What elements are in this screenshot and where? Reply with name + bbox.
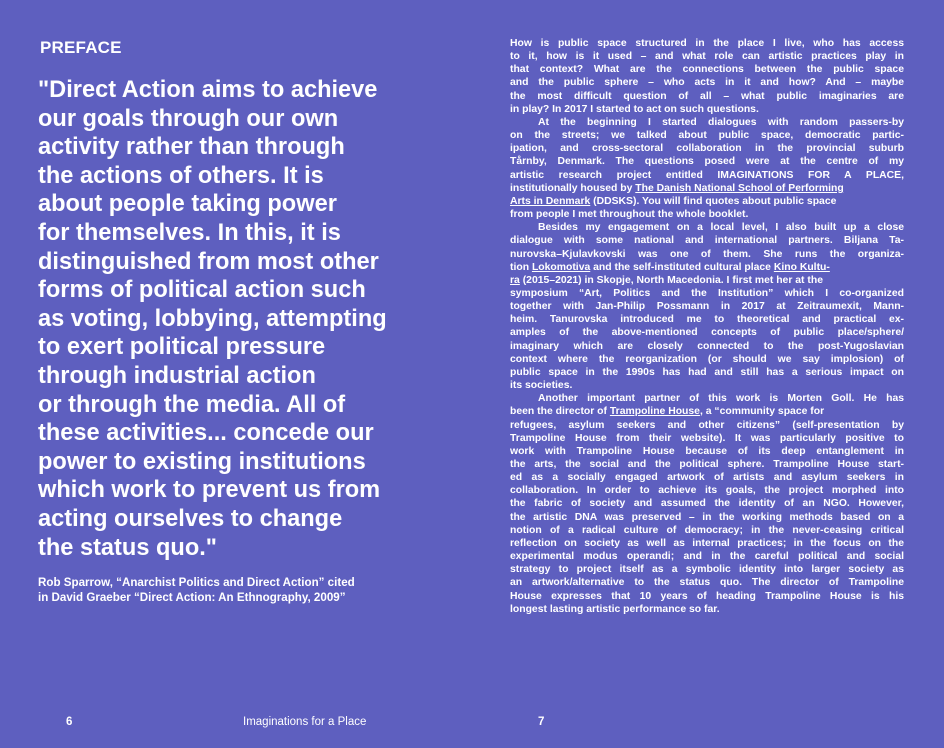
ddsks-link[interactable]: The Danish National School of Performing xyxy=(635,182,844,194)
preface-body xyxy=(510,37,904,616)
body-text-fragment: (DDSKS). You will find quotes about public space xyxy=(590,195,837,207)
trampoline-house-link[interactable]: Trampoline House xyxy=(609,406,700,418)
body-line: reflection on society as well as internal practices; in the focus on the xyxy=(510,537,904,549)
body-line: strategy to project itself as a symbolic identity into larger society as xyxy=(510,564,904,576)
quote-line: forms of political action such xyxy=(38,277,366,304)
quote-line: power to existing institutions xyxy=(38,448,366,475)
body-line: Another important partner of this work is Morten Goll. He has xyxy=(538,393,904,405)
body-line: amples of the above-mentioned concepts of public place/sphere/ xyxy=(510,327,904,339)
body-line: work with Trampoline House because of its deep entanglement in xyxy=(510,445,904,457)
ddsks-link-continued[interactable]: Arts in Denmark xyxy=(510,195,591,207)
body-line: collaboration. In order to achieve its goals, the project morphed into xyxy=(510,485,904,497)
quote-line: acting ourselves to change xyxy=(38,505,343,532)
citation-line: in David Graeber “Direct Action: An Ethnography, 2009” xyxy=(38,590,346,604)
body-line: notion of a radical culture of democracy; in the never-ceasing critical xyxy=(510,524,904,536)
body-line: nurovska–Kjulavkovski was one of them. She runs the organiza- xyxy=(510,248,904,260)
body-line: to it, how is it used – and what role can artistic practices play in xyxy=(510,51,904,63)
body-text-fragment: (2015–2021) in Skopje, North Macedonia. I first met her at the xyxy=(519,274,823,286)
body-line: that context? What are the connections between the public space xyxy=(510,64,904,76)
quote-citation xyxy=(38,576,458,605)
body-line: ed as a socially engaged artwork of artists and asylum seekers in xyxy=(510,472,904,484)
quote-line: as voting, lobbying, attempting xyxy=(38,305,387,332)
quote-line: through industrial action xyxy=(38,362,316,389)
quote-line: or through the media. All of xyxy=(38,391,346,418)
body-line: heim. Tanurovska introduced me to theoretical and practical ex- xyxy=(510,314,904,326)
quote-line: our goals through our own xyxy=(38,105,339,132)
body-line: in play? In 2017 I started to act on such questions. xyxy=(510,103,759,115)
citation-line: Rob Sparrow, “Anarchist Politics and Direct Action” cited xyxy=(38,576,355,589)
body-line: the artistic DNA was preserved – in the working methods based on a xyxy=(510,511,904,523)
quote-line: distinguished from most other xyxy=(38,248,379,275)
running-title: Imaginations for a Place xyxy=(243,716,367,728)
quote-line: about people taking power xyxy=(38,191,337,218)
quote-line: activity rather than through xyxy=(38,134,345,161)
section-heading: PREFACE xyxy=(40,38,122,57)
page-number-right: 7 xyxy=(538,716,545,728)
body-line: an artwork/alternative to the status quo. The director of Trampoline xyxy=(510,577,904,589)
body-line: Trampoline House from their website). It was particularly positive to xyxy=(510,432,904,444)
body-line: ipation, and cross-sectoral collaboration in the provincial suburb xyxy=(510,143,904,155)
kino-kultura-link-continued[interactable]: ra xyxy=(510,274,520,286)
body-line: At the beginning I started dialogues with random passers-by xyxy=(538,116,904,128)
page-number-left: 6 xyxy=(66,716,73,728)
quote-line: the status quo." xyxy=(38,534,217,561)
body-line: How is public space structured in the place I live, who has access xyxy=(510,38,904,49)
body-line: symposium “Art, Politics and the Institution” which I co-organized xyxy=(510,287,904,299)
body-line xyxy=(510,195,904,208)
body-line: refugees, asylum seekers and other citizens” (self-presentation by xyxy=(510,419,904,431)
body-line: dialogue with some national and international partners. Biljana Ta- xyxy=(510,235,904,247)
body-text-fragment: and the self-instituted cultural place xyxy=(590,261,774,273)
body-line xyxy=(510,274,904,287)
quote-line: the actions of others. It is xyxy=(38,162,324,189)
body-text-fragment: institutionally housed by xyxy=(510,182,636,194)
body-line: longest lasting artistic performance so far. xyxy=(510,603,720,615)
body-line: Tårnby, Denmark. The questions posed were at the centre of my xyxy=(510,156,904,168)
quote-line: which work to prevent us from xyxy=(38,477,381,504)
body-line: together with Jan-Philip Possmann in 2017 at Zeitraumexit, Mann- xyxy=(510,301,904,313)
body-line xyxy=(510,405,904,418)
body-line: public space in the 1990s has had and still has a serious impact on xyxy=(510,366,904,378)
body-line xyxy=(510,182,904,195)
body-line: from people I met throughout the whole booklet. xyxy=(510,209,749,221)
body-line: and the public sphere – who acts in it and how? And – maybe xyxy=(510,77,904,89)
body-line: the arts, the social and the political sphere. Trampoline House start- xyxy=(510,459,904,470)
body-line: the fabric of society and assumed the identity of an NGO. However, xyxy=(510,498,904,510)
quote-line: "Direct Action aims to achieve xyxy=(38,77,378,103)
body-line: the most difficult question of all – what public imaginaries are xyxy=(510,90,904,102)
body-text-fragment: been the director of xyxy=(510,406,610,418)
quote-line: for themselves. In this, it is xyxy=(38,219,341,246)
body-line: experimental modus operandi; and in the careful political and social xyxy=(510,551,904,563)
body-line: House expresses that 10 years of heading Trampoline House is his xyxy=(510,590,904,602)
body-text-fragment: , a “community space for xyxy=(699,406,825,418)
body-line: artistic research project entitled IMAGINATIONS FOR A PLACE, xyxy=(510,169,904,181)
quote-line: to exert political pressure xyxy=(38,334,326,361)
body-line: context where the reorganization (or should we say implosion) of xyxy=(510,353,904,365)
lokomotiva-link[interactable]: Lokomotiva xyxy=(531,261,591,273)
right-page xyxy=(472,0,944,748)
body-line: on the streets; we talked about public space, democratic partic- xyxy=(510,130,904,142)
body-line: its societies. xyxy=(510,380,573,392)
epigraph-quote xyxy=(38,76,458,562)
body-line: Besides my engagement on a local level, I also built up a close xyxy=(538,222,904,234)
body-line xyxy=(510,261,904,274)
body-text-fragment: tion xyxy=(510,261,532,273)
body-line: imaginary which are closely connected to the post-Yugoslavian xyxy=(510,340,904,352)
quote-line: these activities... concede our xyxy=(38,420,374,447)
kino-kultura-link[interactable]: Kino Kultu- xyxy=(773,261,830,273)
